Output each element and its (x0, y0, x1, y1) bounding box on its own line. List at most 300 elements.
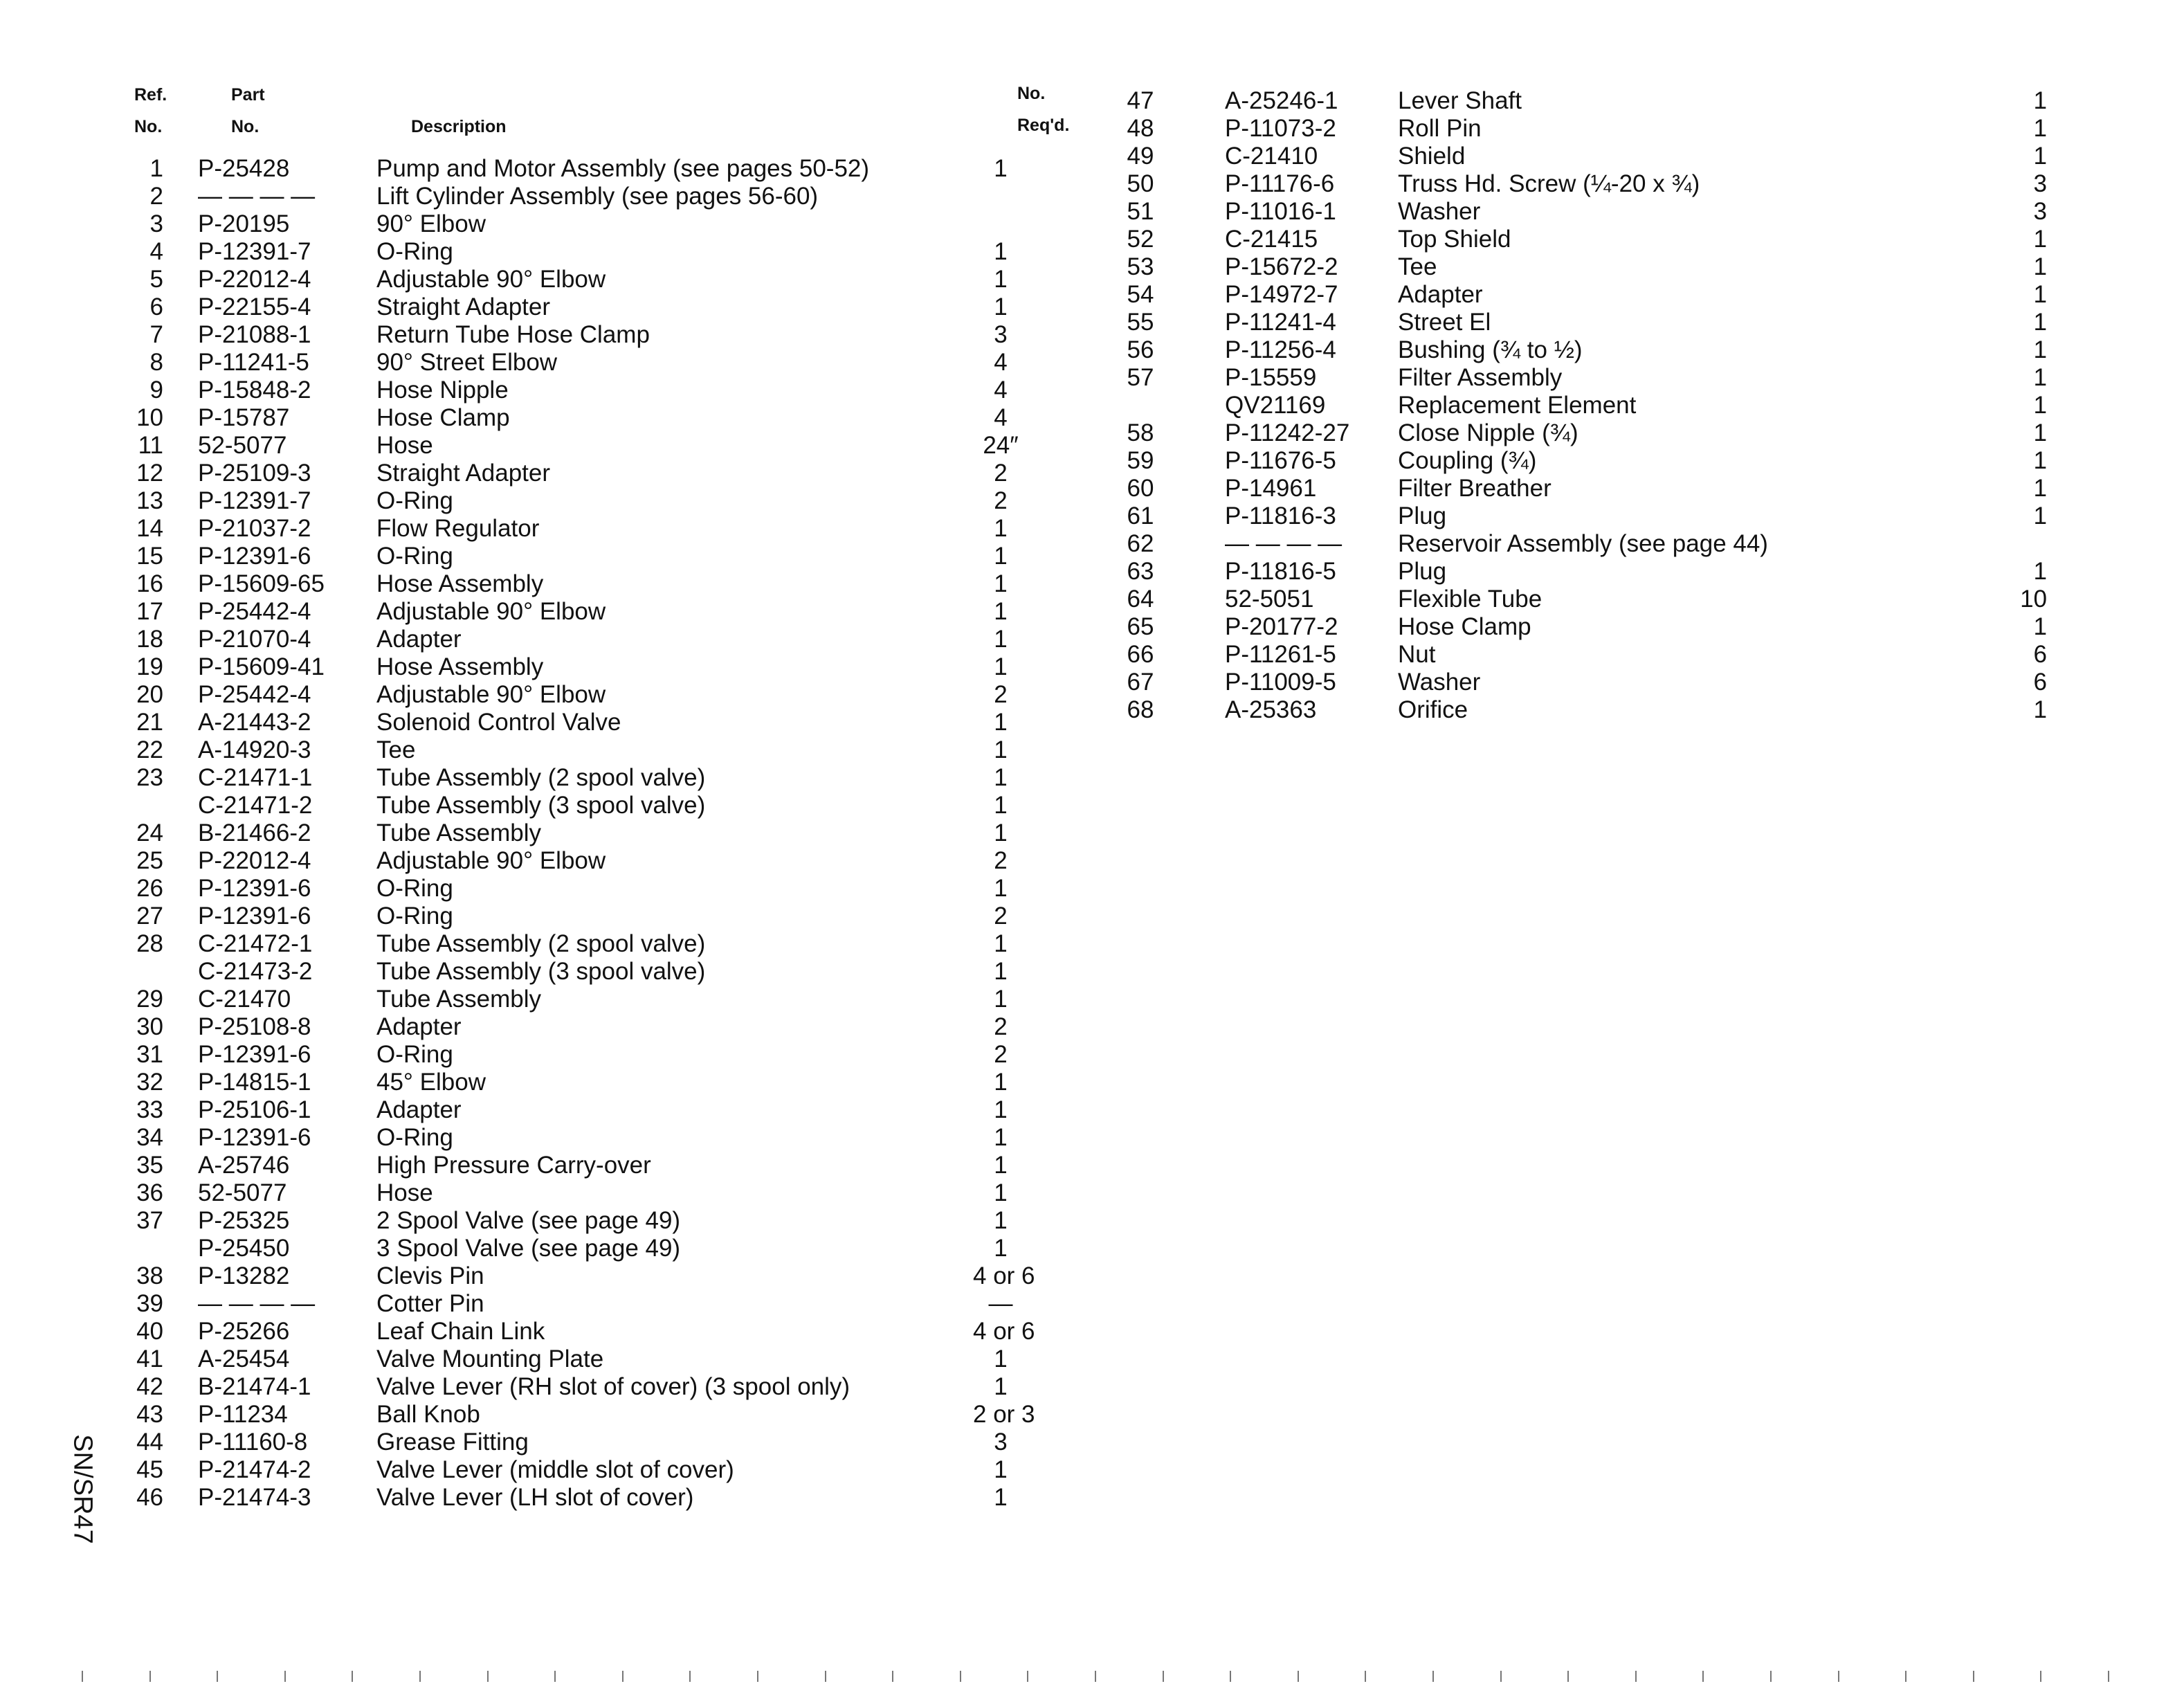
header-part-no (231, 79, 265, 143)
description: Valve Lever (LH slot of cover) (376, 1484, 694, 1511)
table-row (101, 1318, 1084, 1345)
ref-number: 38 (136, 1262, 163, 1289)
quantity-required: 1 (2033, 115, 2047, 142)
description: 2 Spool Valve (see page 49) (376, 1207, 681, 1234)
table-row (101, 183, 1084, 210)
part-number: QV21169 (1225, 392, 1326, 419)
table-row (101, 1290, 1084, 1318)
part-number: C-21415 (1225, 226, 1318, 253)
tick-mark (689, 1671, 691, 1682)
description: 90° Street Elbow (376, 349, 558, 376)
tick-mark (1365, 1671, 1366, 1682)
quantity-required: 1 (994, 819, 1008, 846)
quantity-required: 1 (2033, 336, 2047, 363)
description: Coupling (¾) (1398, 447, 1537, 474)
ref-number: 37 (136, 1207, 163, 1234)
quantity-required: 1 (2033, 87, 2047, 114)
tick-mark (622, 1671, 624, 1682)
table-row (101, 1207, 1084, 1235)
ref-number: 52 (1127, 226, 1154, 253)
part-number: P-20195 (198, 210, 290, 237)
table-row (1120, 115, 2047, 143)
part-number: P-11676-5 (1225, 447, 1336, 474)
quantity-required: 1 (994, 238, 1008, 265)
description: 90° Elbow (376, 210, 486, 237)
ref-number: 50 (1127, 170, 1154, 197)
part-number: P-11009-5 (1225, 669, 1336, 696)
quantity-required: 1 (994, 1235, 1008, 1262)
description: Tube Assembly (2 spool valve) (376, 930, 706, 957)
part-number: P-11234 (198, 1401, 288, 1428)
table-row (1120, 309, 2047, 336)
part-number: P-12391-7 (198, 238, 311, 265)
table-row (101, 155, 1084, 183)
part-number: — — — — (198, 1290, 316, 1317)
description: Tube Assembly (3 spool valve) (376, 958, 706, 985)
part-number: C-21470 (198, 986, 291, 1013)
quantity-required: 6 (2033, 641, 2047, 668)
description: Hose Nipple (376, 377, 509, 404)
part-number: P-12391-6 (198, 1124, 311, 1151)
quantity-required: 1 (2033, 419, 2047, 446)
quantity-required: 3 (994, 321, 1008, 348)
table-row (101, 764, 1084, 792)
table-row (101, 930, 1084, 958)
description: 45° Elbow (376, 1069, 486, 1096)
ref-number: 47 (1127, 87, 1154, 114)
ref-number: 54 (1127, 281, 1154, 308)
part-number: 52-5077 (198, 432, 287, 459)
table-row (101, 210, 1084, 238)
description: Orifice (1398, 696, 1468, 723)
table-row (101, 570, 1084, 598)
quantity-required: 1 (994, 1373, 1008, 1400)
part-number: P-21070-4 (198, 626, 311, 653)
description: Tube Assembly (376, 986, 541, 1013)
ref-number: 13 (136, 487, 163, 514)
tick-mark (554, 1671, 556, 1682)
header-ref-no (134, 79, 167, 143)
description: Tube Assembly (2 spool valve) (376, 764, 706, 791)
quantity-required: 1 (994, 1456, 1008, 1483)
part-number: C-21471-1 (198, 764, 313, 791)
quantity-required: 1 (994, 1124, 1008, 1151)
table-row (1120, 253, 2047, 281)
description: Shield (1398, 143, 1466, 170)
table-row (1120, 198, 2047, 226)
tick-mark (487, 1671, 489, 1682)
quantity-required: 4 (994, 404, 1008, 431)
part-number: P-25266 (198, 1318, 290, 1345)
quantity-required: 1 (994, 293, 1008, 320)
tick-mark (2040, 1671, 2041, 1682)
table-row (101, 1456, 1084, 1484)
part-number: P-11241-4 (1225, 309, 1336, 336)
part-number: P-11176-6 (1225, 170, 1335, 197)
quantity-required: 1 (994, 570, 1008, 597)
description: Straight Adapter (376, 293, 550, 320)
header-ref-line1: Ref. (134, 85, 167, 105)
header-description (411, 111, 507, 143)
table-row (101, 543, 1084, 570)
table-row (1120, 226, 2047, 253)
description: Replacement Element (1398, 392, 1637, 419)
quantity-required: 1 (994, 930, 1008, 957)
description: Tee (1398, 253, 1437, 280)
tick-mark (2108, 1671, 2109, 1682)
part-number: P-22012-4 (198, 847, 311, 874)
description: O-Ring (376, 1124, 453, 1151)
header-ref-line2: No. (134, 117, 163, 136)
description: Roll Pin (1398, 115, 1482, 142)
tick-mark (757, 1671, 758, 1682)
description: Filter Breather (1398, 475, 1551, 502)
tick-mark (1567, 1671, 1569, 1682)
ref-number: 8 (149, 349, 163, 376)
part-number: P-25109-3 (198, 460, 311, 487)
quantity-required: 1 (994, 1179, 1008, 1206)
ref-number: 24 (136, 819, 163, 846)
quantity-required: 1 (2033, 475, 2047, 502)
ref-number: 15 (136, 543, 163, 570)
description: Flexible Tube (1398, 586, 1543, 613)
table-row (1120, 336, 2047, 364)
part-number: P-14972-7 (1225, 281, 1338, 308)
ref-number: 46 (136, 1484, 163, 1511)
ref-number: 43 (136, 1401, 163, 1428)
description: O-Ring (376, 1041, 453, 1068)
part-number: C-21472-1 (198, 930, 313, 957)
table-row (101, 1345, 1084, 1373)
ref-number: 21 (136, 709, 163, 736)
quantity-required: 2 (994, 487, 1008, 514)
quantity-required: 1 (2033, 613, 2047, 640)
description: Valve Lever (RH slot of cover) (3 spool only) (376, 1373, 850, 1400)
table-row (1120, 641, 2047, 669)
header-part-line1: Part (231, 85, 265, 105)
quantity-required: 1 (994, 1207, 1008, 1234)
quantity-required: 1 (2033, 364, 2047, 391)
table-row (101, 404, 1084, 432)
part-number: A-14920-3 (198, 736, 311, 763)
table-row (101, 1401, 1084, 1429)
table-row (101, 460, 1084, 487)
quantity-required: 1 (994, 155, 1008, 182)
quantity-required: 2 or 3 (973, 1401, 1035, 1428)
tick-mark (1905, 1671, 1907, 1682)
ref-number: 64 (1127, 586, 1154, 613)
part-number: 52-5051 (1225, 586, 1314, 613)
quantity-required: 1 (994, 543, 1008, 570)
ref-number: 60 (1127, 475, 1154, 502)
description: Adjustable 90° Elbow (376, 681, 606, 708)
part-number: P-11256-4 (1225, 336, 1336, 363)
quantity-required: 1 (2033, 281, 2047, 308)
tick-mark (1163, 1671, 1164, 1682)
part-number: P-15609-41 (198, 653, 325, 680)
ref-number: 18 (136, 626, 163, 653)
table-row (101, 847, 1084, 875)
quantity-required: 10 (2020, 586, 2047, 613)
table-row (101, 487, 1084, 515)
tick-mark (1635, 1671, 1637, 1682)
quantity-required: 1 (994, 1484, 1008, 1511)
quantity-required: 1 (2033, 696, 2047, 723)
quantity-required: 1 (2033, 309, 2047, 336)
description: Adjustable 90° Elbow (376, 847, 606, 874)
quantity-required: 1 (994, 1096, 1008, 1123)
part-number: P-25106-1 (198, 1096, 311, 1123)
quantity-required: — (988, 1290, 1013, 1317)
quantity-required: 1 (2033, 502, 2047, 529)
tick-mark (149, 1671, 151, 1682)
description: Bushing (¾ to ½) (1398, 336, 1583, 363)
ref-number: 42 (136, 1373, 163, 1400)
table-row (101, 515, 1084, 543)
description: Straight Adapter (376, 460, 550, 487)
table-row (101, 349, 1084, 377)
ref-number: 65 (1127, 613, 1154, 640)
description: Leaf Chain Link (376, 1318, 545, 1345)
quantity-required: 1 (994, 1152, 1008, 1179)
table-row (1120, 558, 2047, 586)
ref-number: 48 (1127, 115, 1154, 142)
table-row (101, 1096, 1084, 1124)
description: High Pressure Carry-over (376, 1152, 651, 1179)
quantity-required: 4 (994, 377, 1008, 404)
description: Nut (1398, 641, 1436, 668)
part-number: C-21410 (1225, 143, 1318, 170)
tick-mark (1027, 1671, 1028, 1682)
table-row (101, 266, 1084, 293)
quantity-required: 1 (994, 764, 1008, 791)
description: O-Ring (376, 487, 453, 514)
description: O-Ring (376, 903, 453, 930)
part-number: P-12391-6 (198, 1041, 311, 1068)
description: Filter Assembly (1398, 364, 1563, 391)
table-row (1120, 447, 2047, 475)
description: Reservoir Assembly (see page 44) (1398, 530, 1768, 557)
part-number: C-21473-2 (198, 958, 313, 985)
quantity-required: 6 (2033, 669, 2047, 696)
ref-number: 66 (1127, 641, 1154, 668)
ref-number: 16 (136, 570, 163, 597)
description: Tube Assembly (3 spool valve) (376, 792, 706, 819)
ref-number: 28 (136, 930, 163, 957)
part-number: A-25454 (198, 1345, 290, 1372)
table-row (1120, 364, 2047, 392)
quantity-required: 2 (994, 681, 1008, 708)
tick-mark (1770, 1671, 1772, 1682)
ref-number: 25 (136, 847, 163, 874)
part-number: P-11016-1 (1225, 198, 1336, 225)
ref-number: 40 (136, 1318, 163, 1345)
table-row (101, 903, 1084, 930)
ref-number: 19 (136, 653, 163, 680)
ref-number: 57 (1127, 364, 1154, 391)
quantity-required: 3 (2033, 198, 2047, 225)
description: Plug (1398, 502, 1447, 529)
ref-number: 51 (1127, 198, 1154, 225)
part-number: 52-5077 (198, 1179, 287, 1206)
table-row (101, 819, 1084, 847)
quantity-required: 1 (2033, 558, 2047, 585)
ref-number: 45 (136, 1456, 163, 1483)
part-number: A-25363 (1225, 696, 1317, 723)
table-row (101, 1124, 1084, 1152)
description: Hose Clamp (1398, 613, 1531, 640)
tick-mark (1838, 1671, 1839, 1682)
description: Hose Assembly (376, 570, 544, 597)
table-row (1120, 392, 2047, 419)
description: Adjustable 90° Elbow (376, 598, 606, 625)
description: Hose Clamp (376, 404, 510, 431)
ref-number: 67 (1127, 669, 1154, 696)
description: Hose (376, 432, 433, 459)
part-number: P-21037-2 (198, 515, 311, 542)
part-number: A-21443-2 (198, 709, 311, 736)
table-row (101, 653, 1084, 681)
part-number: P-25428 (198, 155, 290, 182)
ref-number: 35 (136, 1152, 163, 1179)
description: Ball Knob (376, 1401, 480, 1428)
description: Lift Cylinder Assembly (see pages 56-60) (376, 183, 819, 210)
quantity-required: 2 (994, 1041, 1008, 1068)
description: Tee (376, 736, 416, 763)
table-row (1120, 586, 2047, 613)
part-number: B-21466-2 (198, 819, 311, 846)
part-number: P-21474-2 (198, 1456, 311, 1483)
part-number: A-25246-1 (1225, 87, 1338, 114)
quantity-required: 1 (994, 266, 1008, 293)
description: Tube Assembly (376, 819, 541, 846)
ref-number: 12 (136, 460, 163, 487)
quantity-required: 1 (994, 1069, 1008, 1096)
description: Street El (1398, 309, 1491, 336)
part-number: P-20177-2 (1225, 613, 1338, 640)
description: Flow Regulator (376, 515, 540, 542)
ref-number: 7 (149, 321, 163, 348)
table-row (101, 293, 1084, 321)
part-number: — — — — (198, 183, 316, 210)
quantity-required: 3 (994, 1429, 1008, 1456)
table-row (101, 709, 1084, 736)
table-row (1120, 669, 2047, 696)
quantity-required: 1 (994, 515, 1008, 542)
part-number: P-12391-6 (198, 903, 311, 930)
tick-mark (960, 1671, 961, 1682)
ref-number: 17 (136, 598, 163, 625)
description: Plug (1398, 558, 1447, 585)
description: 3 Spool Valve (see page 49) (376, 1235, 681, 1262)
description: Truss Hd. Screw (¼-20 x ¾) (1398, 170, 1700, 197)
quantity-required: 1 (994, 1345, 1008, 1372)
quantity-required: 4 or 6 (973, 1318, 1035, 1345)
tick-mark (825, 1671, 826, 1682)
table-row (1120, 696, 2047, 724)
description: Hose (376, 1179, 433, 1206)
ref-number: 49 (1127, 143, 1154, 170)
tick-mark (82, 1671, 83, 1682)
part-number: P-25442-4 (198, 598, 311, 625)
part-number: — — — — (1225, 530, 1343, 557)
ref-number: 6 (149, 293, 163, 320)
part-number: A-25746 (198, 1152, 290, 1179)
quantity-required: 1 (994, 875, 1008, 902)
tick-mark (284, 1671, 286, 1682)
tick-mark (1230, 1671, 1231, 1682)
description: Solenoid Control Valve (376, 709, 621, 736)
table-row (101, 432, 1084, 460)
quantity-required: 2 (994, 903, 1008, 930)
ref-number: 32 (136, 1069, 163, 1096)
part-number: P-11261-5 (1225, 641, 1336, 668)
tick-mark (1500, 1671, 1502, 1682)
part-number: P-11160-8 (198, 1429, 308, 1456)
quantity-required: 1 (994, 792, 1008, 819)
header-description-text: Description (411, 117, 507, 136)
description: Return Tube Hose Clamp (376, 321, 650, 348)
description: Adapter (1398, 281, 1483, 308)
table-row (101, 1373, 1084, 1401)
table-row (101, 1262, 1084, 1290)
part-number: P-13282 (198, 1262, 290, 1289)
quantity-required: 4 or 6 (973, 1262, 1035, 1289)
part-number: P-15559 (1225, 364, 1317, 391)
part-number: P-11816-5 (1225, 558, 1336, 585)
ref-number: 10 (136, 404, 163, 431)
table-row (101, 681, 1084, 709)
description: Adapter (376, 626, 462, 653)
quantity-required: 1 (2033, 143, 2047, 170)
quantity-required: 1 (994, 736, 1008, 763)
description: Adapter (376, 1013, 462, 1040)
tick-mark (352, 1671, 353, 1682)
description: Cotter Pin (376, 1290, 484, 1317)
part-number: P-11816-3 (1225, 502, 1336, 529)
table-row (1120, 143, 2047, 170)
table-row (1120, 475, 2047, 502)
quantity-required: 24″ (983, 432, 1019, 459)
description: Washer (1398, 198, 1481, 225)
description: Valve Lever (middle slot of cover) (376, 1456, 734, 1483)
table-row (101, 321, 1084, 349)
part-number: P-21088-1 (198, 321, 311, 348)
ref-number: 31 (136, 1041, 163, 1068)
table-row (101, 1235, 1084, 1262)
quantity-required: 1 (994, 986, 1008, 1013)
description: Valve Mounting Plate (376, 1345, 604, 1372)
table-row (101, 792, 1084, 819)
ref-number: 3 (149, 210, 163, 237)
quantity-required: 1 (2033, 392, 2047, 419)
part-number: P-25108-8 (198, 1013, 311, 1040)
ref-number: 61 (1127, 502, 1154, 529)
part-number: P-12391-6 (198, 875, 311, 902)
table-row (101, 377, 1084, 404)
quantity-required: 1 (2033, 447, 2047, 474)
ref-number: 27 (136, 903, 163, 930)
quantity-required: 1 (994, 653, 1008, 680)
ref-number: 2 (149, 183, 163, 210)
side-label: SN/SR47 (68, 1434, 98, 1544)
table-row (101, 598, 1084, 626)
description: O-Ring (376, 543, 453, 570)
part-number: P-15787 (198, 404, 290, 431)
ref-number: 30 (136, 1013, 163, 1040)
tick-mark (1298, 1671, 1299, 1682)
ref-number: 62 (1127, 530, 1154, 557)
